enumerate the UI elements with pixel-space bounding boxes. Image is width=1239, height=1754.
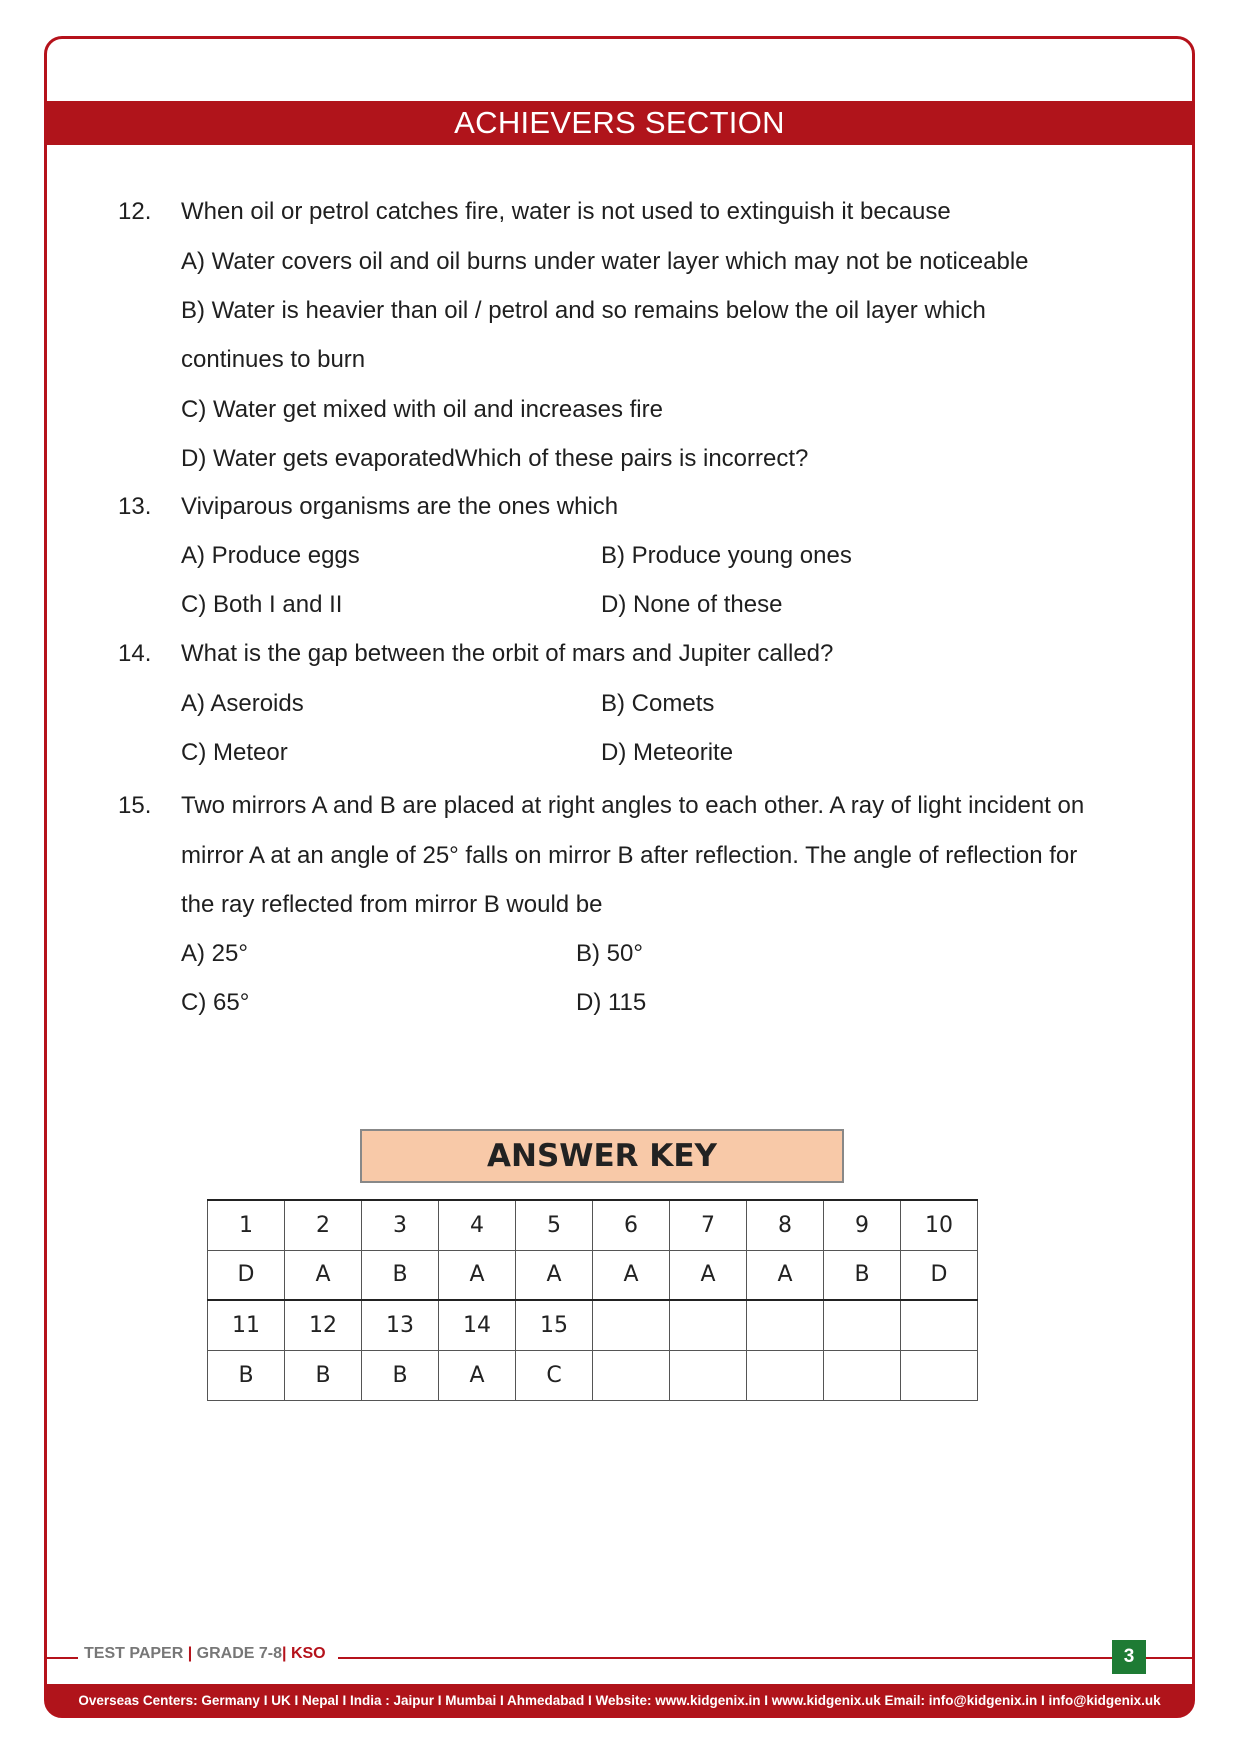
option-d: D) Meteorite [601, 739, 734, 766]
answer-key-cell: A [593, 1250, 670, 1300]
answer-key-cell [747, 1350, 824, 1400]
option-c: C) 65° [181, 989, 250, 1016]
answer-key-cell: B [824, 1250, 901, 1300]
section-title: ACHIEVERS SECTION [454, 105, 785, 140]
answer-key-cell: D [208, 1250, 285, 1300]
option-b: B) Comets [601, 690, 715, 717]
answer-key-title-text: ANSWER KEY [487, 1138, 717, 1174]
option-a: A) Water covers oil and oil burns under water layer which may not be noticeable [181, 248, 1029, 275]
footer-grade: GRADE 7-8 [196, 1645, 283, 1662]
answer-key-cell [593, 1300, 670, 1350]
footer-label: TEST PAPER | GRADE 7-8| KSO [78, 1645, 338, 1663]
question-number: 15. [118, 792, 152, 819]
answer-key-cell: B [208, 1350, 285, 1400]
answer-key-cell: 6 [593, 1200, 670, 1250]
answer-key-cell: 15 [516, 1300, 593, 1350]
option-b: B) Produce young ones [601, 542, 852, 569]
option-d: D) None of these [601, 591, 783, 618]
answer-key-cell: A [285, 1250, 362, 1300]
question-text-line-3: the ray reflected from mirror B would be [181, 891, 603, 918]
option-c: C) Meteor [181, 739, 288, 766]
option-a: A) Aseroids [181, 690, 304, 717]
answer-key-cell [747, 1300, 824, 1350]
footer-test-paper: TEST PAPER [84, 1645, 184, 1662]
answer-key-cell [670, 1300, 747, 1350]
page-number: 3 [1123, 1646, 1135, 1667]
option-b: B) 50° [576, 940, 643, 967]
answer-key-number-row [208, 1200, 978, 1250]
answer-key-cell: 9 [824, 1200, 901, 1250]
answer-key-cell [593, 1350, 670, 1400]
answer-key-title [360, 1129, 844, 1183]
answer-key-cell: 12 [285, 1300, 362, 1350]
brand-logo: KSO [290, 1645, 326, 1662]
answer-key-cell: B [362, 1250, 439, 1300]
question-text-line-1: Two mirrors A and B are placed at right angles to each other. A ray of light incident on [181, 792, 1085, 819]
answer-key-cell [901, 1300, 978, 1350]
question-number: 14. [118, 640, 152, 667]
footer-centers: Overseas Centers: Germany I UK I Nepal I India : Jaipur I Mumbai I Ahmedabad I Website: www.kidgenix.in I www.kidgenix.uk Email: info@kidgenix.in I info@kidgenix.uk [78, 1692, 1161, 1708]
answer-key-cell: A [439, 1250, 516, 1300]
answer-key-number-row [208, 1300, 978, 1350]
question-text: Viviparous organisms are the ones which [181, 493, 619, 520]
answer-key-cell: A [670, 1250, 747, 1300]
page-number-badge [1112, 1640, 1146, 1674]
answer-key-cell: 2 [285, 1200, 362, 1250]
answer-key-cell [824, 1300, 901, 1350]
answer-key-answer-row [208, 1350, 978, 1400]
option-a: A) Produce eggs [181, 542, 360, 569]
option-c: C) Water get mixed with oil and increases fire [181, 396, 663, 423]
section-header [46, 101, 1193, 145]
answer-key-cell: B [362, 1350, 439, 1400]
option-b: B) Water is heavier than oil / petrol and so remains below the oil layer which [181, 297, 986, 324]
answer-key-cell: 11 [208, 1300, 285, 1350]
answer-key-cell: C [516, 1350, 593, 1400]
page-frame [44, 36, 1195, 1718]
footer-bar [46, 1684, 1193, 1716]
answer-key-cell: 1 [208, 1200, 285, 1250]
answer-key-cell [824, 1350, 901, 1400]
option-a: A) 25° [181, 940, 248, 967]
answer-key-cell: 5 [516, 1200, 593, 1250]
answer-key-cell: 4 [439, 1200, 516, 1250]
answer-key-cell: A [747, 1250, 824, 1300]
answer-key-table [207, 1199, 978, 1401]
question-text: When oil or petrol catches fire, water is not used to extinguish it because [181, 198, 951, 225]
answer-key-cell: 13 [362, 1300, 439, 1350]
question-text: What is the gap between the orbit of mars and Jupiter called? [181, 640, 834, 667]
answer-key-cell: 3 [362, 1200, 439, 1250]
answer-key-cell: 8 [747, 1200, 824, 1250]
answer-key-cell: D [901, 1250, 978, 1300]
answer-key-cell: B [285, 1350, 362, 1400]
question-number: 12. [118, 198, 152, 225]
option-c: C) Both I and II [181, 591, 343, 618]
option-b-continued: continues to burn [181, 346, 366, 373]
option-d: D) 115 [576, 989, 647, 1016]
answer-key-cell: A [439, 1350, 516, 1400]
answer-key-cell [901, 1350, 978, 1400]
question-number: 13. [118, 493, 152, 520]
answer-key-cell: 7 [670, 1200, 747, 1250]
option-d: D) Water gets evaporatedWhich of these pairs is incorrect? [181, 445, 809, 472]
answer-key-answer-row [208, 1250, 978, 1300]
answer-key-cell: 14 [439, 1300, 516, 1350]
answer-key-cell: 10 [901, 1200, 978, 1250]
question-text-line-2: mirror A at an angle of 25° falls on mirror B after reflection. The angle of reflection for [181, 842, 1078, 869]
answer-key-cell: A [516, 1250, 593, 1300]
answer-key-cell [670, 1350, 747, 1400]
